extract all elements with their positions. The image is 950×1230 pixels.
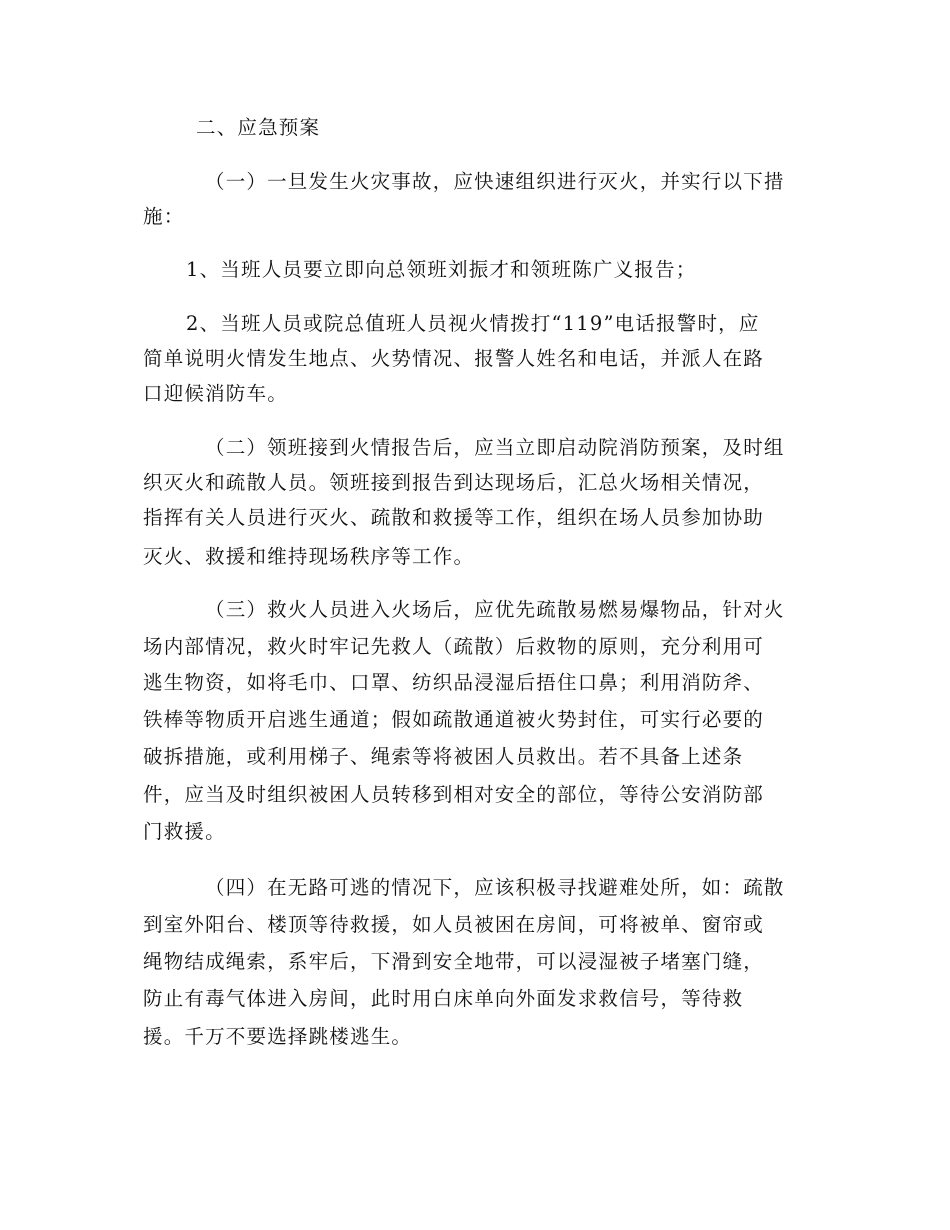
paragraph-5-line-2: 场内部情况，救火时牢记先救人（疏散）后救物的原则，充分利用可 [143, 635, 765, 658]
paragraph-6-line-3: 绳物结成绳索，系牢后，下滑到安全地带，可以浸湿被子堵塞门缝， [143, 950, 765, 973]
paragraph-2-line-1: 1、当班人员要立即向总领班刘振才和领班陈广义报告； [186, 258, 697, 281]
paragraph-5-line-3: 逃生物资，如将毛巾、口罩、纺织品浸湿后捂住口鼻；利用消防斧、 [143, 671, 765, 694]
paragraph-5-line-1: （三）救火人员进入火场后，应优先疏散易燃易爆物品，针对火 [205, 598, 785, 621]
paragraph-5-line-6: 件，应当及时组织被困人员转移到相对安全的部位，等待公安消防部 [143, 783, 765, 806]
paragraph-6-line-2: 到室外阳台、楼顶等待救援，如人员被困在房间，可将被单、窗帘或 [143, 913, 765, 936]
paragraph-3-line-1: 2、当班人员或院总值班人员视火情拨打“119”电话报警时，应 [186, 312, 760, 335]
paragraph-6-line-5: 援。千万不要选择跳楼逃生。 [143, 1025, 413, 1048]
paragraph-3-line-2: 简单说明火情发生地点、火势情况、报警人姓名和电话，并派人在路 [143, 347, 765, 370]
paragraph-1-line-2: 施： [143, 205, 185, 228]
paragraph-4-line-3: 指挥有关人员进行灭火、疏散和救援等工作，组织在场人员参加协助 [143, 506, 765, 529]
paragraph-3-line-3: 口迎候消防车。 [143, 382, 288, 405]
paragraph-4-line-4: 灭火、救援和维持现场秩序等工作。 [143, 545, 475, 568]
paragraph-6-line-1: （四）在无路可逃的情况下，应该积极寻找避难处所，如：疏散 [205, 876, 785, 899]
paragraph-5-line-5: 破拆措施，或利用梯子、绳索等将被困人员救出。若不具备上述条 [143, 745, 744, 768]
section-heading: 二、应急预案 [196, 116, 321, 139]
paragraph-5-line-4: 铁棒等物质开启逃生通道；假如疏散通道被火势封住，可实行必要的 [143, 708, 765, 731]
paragraph-6-line-4: 防止有毒气体进入房间，此时用白床单向外面发求救信号，等待救 [143, 987, 744, 1010]
paragraph-1-line-1: （一）一旦发生火灾事故，应快速组织进行灭火，并实行以下措 [205, 170, 785, 193]
paragraph-4-line-1: （二）领班接到火情报告后，应当立即启动院消防预案，及时组 [205, 436, 785, 459]
paragraph-5-line-7: 门救援。 [143, 820, 226, 843]
paragraph-4-line-2: 织灭火和疏散人员。领班接到报告到达现场后，汇总火场相关情况， [143, 471, 765, 494]
